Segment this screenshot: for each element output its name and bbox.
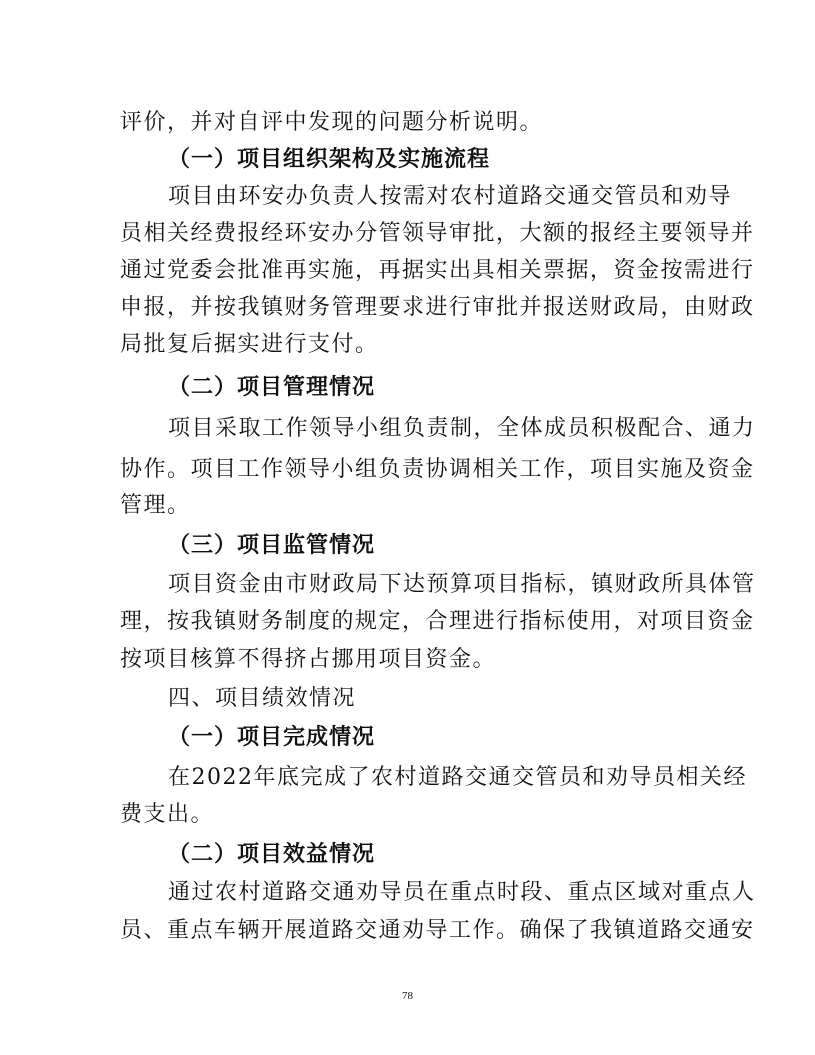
section-heading: （三）项目监管情况 bbox=[168, 533, 376, 558]
section-heading: （二）项目效益情况 bbox=[168, 842, 376, 867]
paragraph-line: 理，按我镇财务制度的规定，合理进行指标使用，对项目资金 bbox=[120, 609, 755, 634]
paragraph-line: 管理。 bbox=[120, 493, 191, 518]
section-heading: （一）项目完成情况 bbox=[168, 725, 376, 750]
paragraph-line: 按项目核算不得挤占挪用项目资金。 bbox=[120, 647, 497, 672]
paragraph-line: 项目采取工作领导小组负责制，全体成员积极配合、通力 bbox=[168, 416, 756, 441]
paragraph-line: 评价，并对自评中发现的问题分析说明。 bbox=[120, 110, 544, 135]
paragraph-line: 申报，并按我镇财务管理要求进行审批并报送财政局，由财政 bbox=[120, 295, 755, 320]
page-number: 78 bbox=[402, 990, 413, 1002]
paragraph-line: 项目由环安办负责人按需对农村道路交通交管员和劝导 bbox=[168, 184, 733, 209]
section-heading: （一）项目组织架构及实施流程 bbox=[168, 147, 491, 172]
section-heading: （二）项目管理情况 bbox=[168, 375, 376, 400]
paragraph-line: 协作。项目工作领导小组负责协调相关工作，项目实施及资金 bbox=[120, 457, 755, 482]
paragraph-line: 通过农村道路交通劝导员在重点时段、重点区域对重点人 bbox=[168, 880, 756, 905]
paragraph-line: 员、重点车辆开展道路交通劝导工作。确保了我镇道路交通安 bbox=[120, 918, 755, 943]
section-heading-plain: 四、项目绩效情况 bbox=[168, 686, 357, 711]
paragraph-line: 局批复后据实进行支付。 bbox=[120, 332, 379, 357]
paragraph-line: 通过党委会批准再实施，再据实出具相关票据，资金按需进行 bbox=[120, 258, 755, 283]
paragraph-line: 费支出。 bbox=[120, 802, 215, 827]
paragraph-line: 在2022年底完成了农村道路交通交管员和劝导员相关经 bbox=[168, 765, 747, 790]
paragraph-line: 员相关经费报经环安办分管领导审批，大额的报经主要领导并 bbox=[120, 221, 755, 246]
paragraph-line: 项目资金由市财政局下达预算项目指标，镇财政所具体管 bbox=[168, 572, 756, 597]
